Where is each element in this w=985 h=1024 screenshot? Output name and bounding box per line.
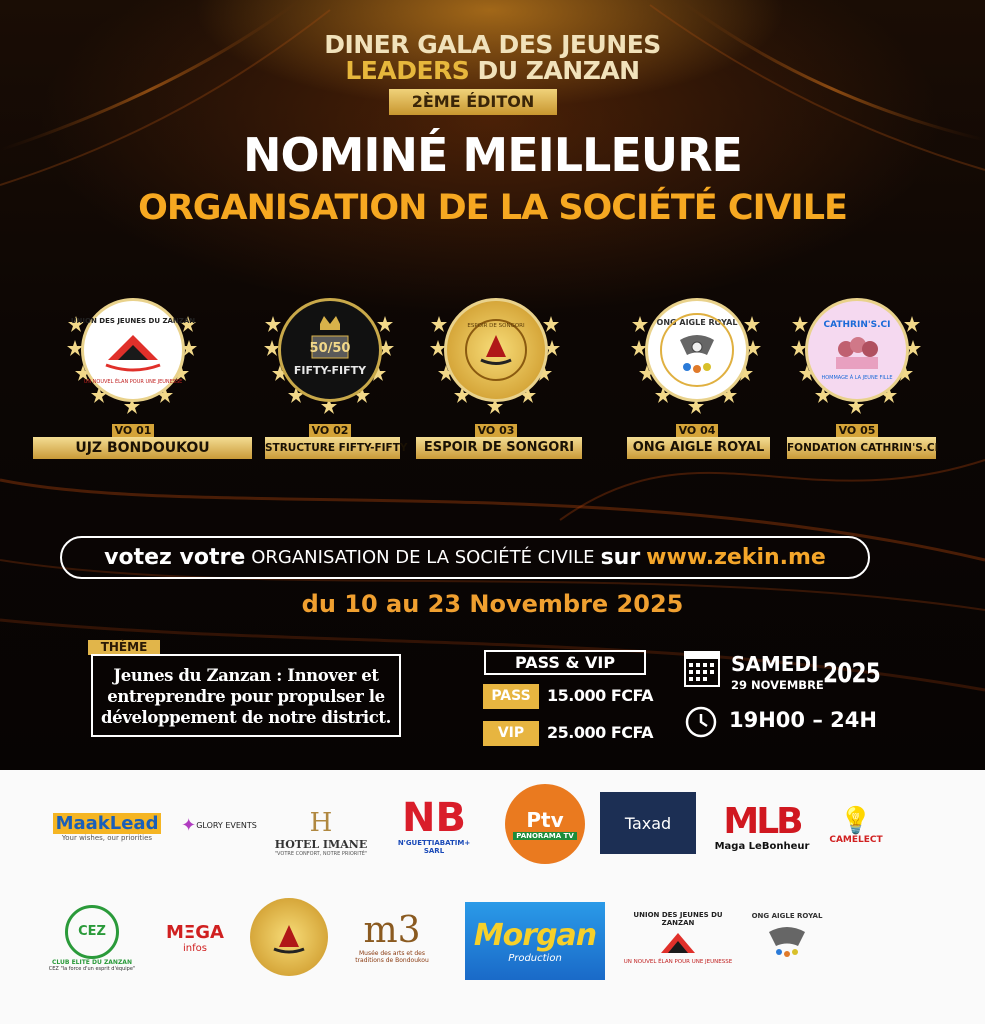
espoir-logo-text: ESPOIR DE SONGORI [467, 323, 525, 329]
ujz-text: UNION DES JEUNES DU ZANZAN [633, 911, 723, 927]
espoir-emblem-icon [451, 305, 541, 395]
category-heading: ORGANISATION DE LA SOCIÉTÉ CIVILE [138, 188, 847, 228]
nominee-card-vo03[interactable] [386, 295, 606, 470]
nominee-card-vo01[interactable] [23, 295, 243, 470]
event-hours: 19H00 – 24H [729, 708, 877, 732]
vote-url-link[interactable]: www.zekin.me [646, 545, 826, 570]
maga-sub: Maga LeBonheur [714, 841, 810, 852]
sponsor-ujz-logo [622, 895, 734, 981]
nominee-card-vo05[interactable] [747, 295, 967, 470]
event-title-zanzan: DU ZANZAN [477, 56, 640, 85]
ujz-logo [70, 298, 196, 402]
dancer-icon: ✦ [181, 815, 197, 836]
theme-tag: THÈME [88, 640, 160, 655]
ujz-emblem-icon [70, 305, 196, 395]
fifty-fifty-logo-text: 50/50 [309, 341, 351, 356]
musee-icon: m3 [363, 910, 421, 951]
fifty-fifty-emblem-icon [282, 302, 378, 398]
ujz-emblem-icon [653, 927, 703, 959]
maaklead-text: MaakLead [53, 813, 162, 834]
sponsor-camelect-logo [825, 792, 887, 860]
morgan-text: Morgan [473, 918, 597, 953]
nb-sub: N'GUETTIABATIM+ SARL [397, 839, 471, 855]
vote-text-2: ORGANISATION DE LA SOCIÉTÉ CIVILE [251, 547, 595, 568]
calendar-icon [684, 650, 720, 688]
cez-tag: CEZ "la force d'un esprit d'équipe" [48, 965, 136, 972]
sponsor-musee-logo [342, 892, 442, 984]
event-title-line1: DINER GALA DES JEUNES [324, 30, 661, 59]
vo-code: VO 01 [112, 424, 154, 437]
sponsor-taxad-logo [600, 792, 696, 854]
sponsor-nb-logo [388, 790, 480, 862]
sponsor-glory-logo [172, 798, 266, 853]
sponsors-section [0, 770, 985, 1024]
camelect-text: CAMELECT [829, 835, 883, 845]
cathrins-logo-text: CATHRIN'S.CI [823, 320, 891, 330]
aigle-royal-logo [645, 298, 749, 402]
vip-price: 25.000 FCFA [547, 723, 653, 742]
vote-text-3: sur [600, 545, 641, 570]
sponsor-ptv-logo [505, 784, 585, 864]
sponsor-espoir-logo [250, 898, 328, 976]
maaklead-sub: Your wishes, our priorities [61, 833, 153, 842]
maga-text: MLB [723, 801, 801, 842]
fifty-fifty-logo [278, 298, 382, 402]
pass-label: PASS [483, 684, 539, 709]
pass-price: 15.000 FCFA [547, 686, 653, 705]
nominee-name: UJZ BONDOUKOU [33, 437, 252, 459]
cathrins-logo [805, 298, 909, 402]
ptv-text: Ptv [526, 808, 564, 832]
vo-code: VO 05 [836, 424, 878, 437]
taxad-text: Taxad [624, 813, 672, 833]
hotel-sub: "VOTRE CONFORT, NOTRE PRIORITÉ" [274, 851, 368, 857]
ptv-sub: PANORAMA TV [513, 832, 577, 840]
sponsor-aigle-logo [750, 896, 824, 976]
eagle-icon [765, 920, 809, 960]
cathrins-logo-sub: HOMMAGE À LA JEUNE FILLE [821, 375, 893, 381]
mega-text: MΞGA [166, 922, 224, 943]
event-title-line2 [0, 56, 985, 85]
nominee-name: ONG AIGLE ROYAL [627, 437, 770, 459]
cez-text: CEZ [65, 905, 119, 959]
edition-badge: 2ÈME ÉDITON [389, 89, 557, 115]
sponsor-maga-logo [712, 790, 812, 865]
vote-dates: du 10 au 23 Novembre 2025 [301, 590, 684, 618]
espoir-emblem-icon [264, 917, 314, 957]
ujz-logo-text: UNION DES JEUNES DU ZANZAN [70, 317, 196, 325]
vo-code: VO 02 [309, 424, 351, 437]
ujz-sub: UN NOUVEL ÉLAN POUR UNE JEUNESSE [623, 959, 733, 965]
event-title-leaders: LEADERS [345, 56, 470, 85]
vo-code: VO 03 [475, 424, 517, 437]
eagle-icon [652, 305, 742, 395]
aigle-logo-text: ONG AIGLE ROYAL [656, 318, 738, 327]
fifty-fifty-logo-sub: FIFTY-FIFTY [293, 364, 367, 377]
nominee-name: STRUCTURE FIFTY-FIFTY [265, 437, 400, 459]
pass-vip-heading: PASS & VIP [484, 650, 646, 675]
cez-sub: CLUB ELITE DU ZANZAN [52, 958, 132, 966]
vote-banner[interactable] [60, 536, 870, 579]
event-date: 29 NOVEMBRE [731, 678, 824, 692]
bulb-icon: 💡 [839, 806, 873, 836]
hotel-text: HOTEL IMANE [274, 838, 368, 851]
cathrins-emblem-icon [812, 305, 902, 395]
vip-label: VIP [483, 721, 539, 746]
sponsor-hotel-logo [272, 800, 370, 865]
nomination-heading: NOMINÉ MEILLEURE [243, 128, 742, 182]
vote-text-1: votez votre [104, 545, 246, 570]
mega-sub: infos [183, 943, 207, 954]
vo-code: VO 04 [676, 424, 718, 437]
sponsor-mega-logo [150, 905, 240, 971]
glory-text: GLORY EVENTS [196, 821, 257, 830]
nb-text: NB [402, 795, 466, 841]
ujz-logo-sub: UN NOUVEL ÉLAN POUR UNE JEUNESSE [83, 379, 183, 385]
aigle-text: ONG AIGLE ROYAL [751, 912, 823, 920]
hotel-h-icon: H [309, 808, 333, 838]
musee-text: Musée des arts et des traditions de Bondoukou [355, 950, 429, 964]
nominee-name: FONDATION CATHRIN'S.CI [787, 437, 936, 459]
theme-text: Jeunes du Zanzan : Innover et entreprendre pour propulser le développement de notre district. [91, 654, 401, 737]
clock-icon [684, 705, 718, 739]
event-day: SAMEDI [731, 652, 819, 676]
morgan-sub: Production [508, 953, 562, 964]
espoir-songori-logo [444, 298, 548, 402]
sponsor-maaklead-logo [55, 788, 159, 866]
sponsor-morgan-logo [465, 902, 605, 980]
nominee-name: ESPOIR DE SONGORI [416, 437, 582, 459]
event-year: 2025 [823, 658, 880, 689]
sponsor-cez-logo [46, 894, 138, 982]
